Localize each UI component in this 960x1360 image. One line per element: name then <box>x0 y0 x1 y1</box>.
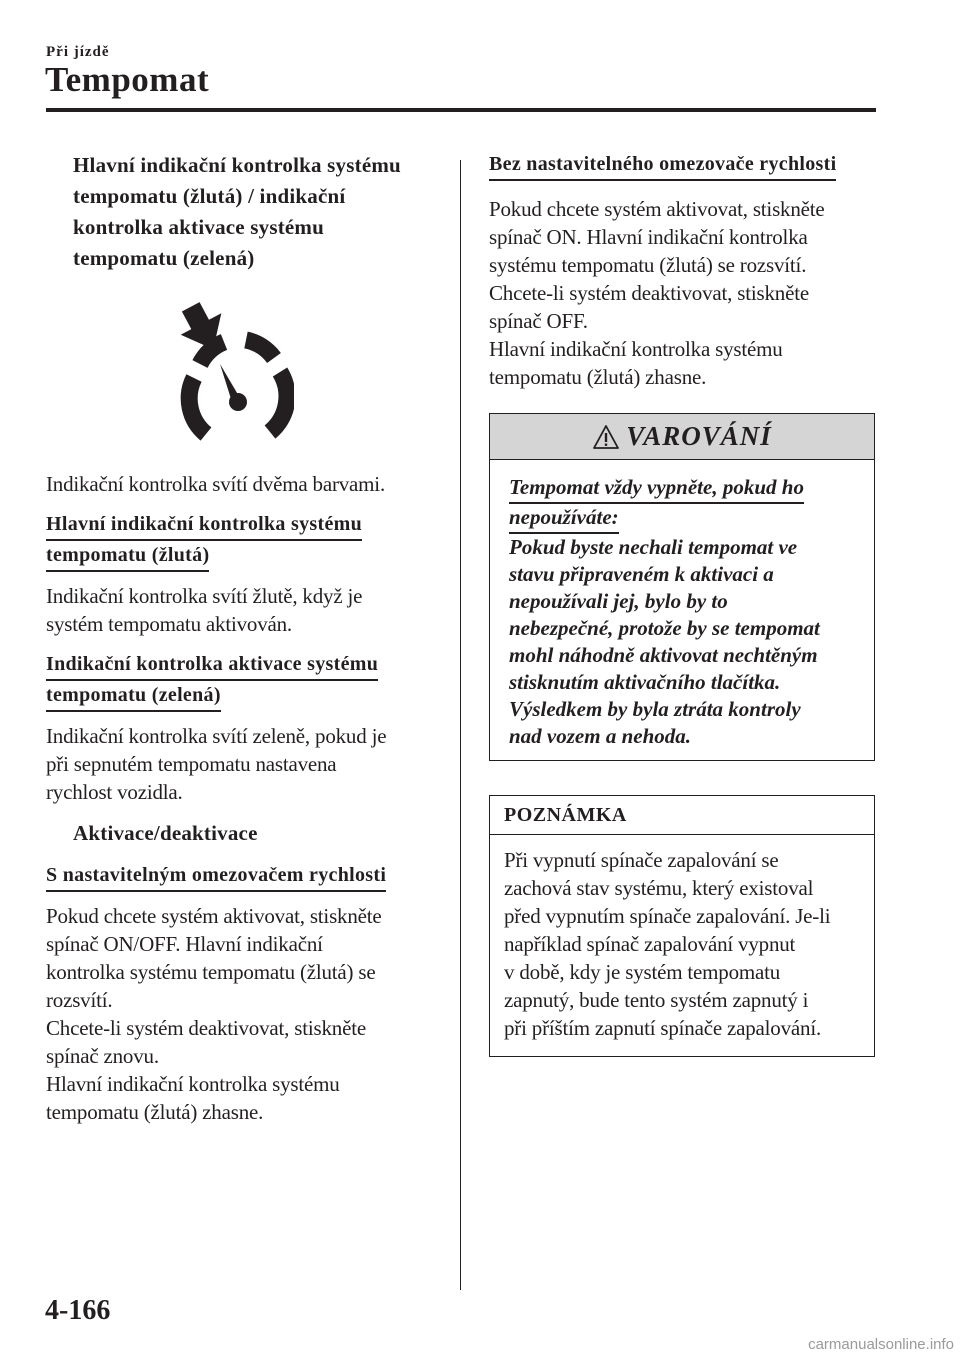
yellow-indicator-heading <box>46 510 426 572</box>
left-column <box>46 150 426 1126</box>
section-label: Při jízdě <box>46 44 110 60</box>
warning-header <box>490 414 874 460</box>
green-indicator-heading <box>46 650 426 712</box>
title-rule <box>46 108 876 112</box>
note-box <box>489 795 875 1057</box>
green-heading-line-2: tempomatu (zelená) <box>46 681 221 712</box>
with-limiter-text: Pokud chcete systém aktivovat, stiskněte spínač ON/OFF. Hlavní indikační kontrolka systému tempomatu (žlutá) se rozsvítí. Chcete-li systém deaktivovat, stiskněte spínač znovu. Hlavní indikační kontrolka systému tempomatu (žlutá) zhasne. <box>46 904 382 1124</box>
yellow-heading-line-1: Hlavní indikační kontrolka systému <box>46 510 362 541</box>
warning-title: VAROVÁNÍ <box>626 421 772 451</box>
watermark: carmanualsonline.info <box>808 1336 954 1353</box>
page-number: 4-166 <box>45 1295 111 1326</box>
warning-box <box>489 413 875 761</box>
icon-container <box>46 302 426 452</box>
yellow-heading-line-2: tempomatu (žlutá) <box>46 541 209 572</box>
without-limiter-text: Pokud chcete systém aktivovat, stiskněte spínač ON. Hlavní indikační kontrolka systému tempomatu (žlutá) se rozsvítí. Chcete-li systém deaktivovat, stiskněte spínač OFF. Hlavní indikační kontrolka systému tempomatu (žlutá) zhasne. <box>489 197 825 389</box>
green-heading-line-1: Indikační kontrolka aktivace systému <box>46 650 378 681</box>
page-title: Tempomat <box>45 60 210 99</box>
without-limiter-heading-line: Bez nastavitelného omezovače rychlosti <box>489 150 836 181</box>
warning-text: Pokud byste nechali tempomat ve stavu připraveném k aktivaci a nepoužívali jej, bylo by to nebezpečné, protože by se tempomat mohl náhodně aktivovat nechtěným stisknutím aktivačního tlačítka. Výsledkem by byla ztráta kontroly nad vozem a nehoda. <box>509 535 820 748</box>
indicator-intro: Indikační kontrolka svítí dvěma barvami. <box>46 472 385 496</box>
yellow-indicator-text: Indikační kontrolka svítí žlutě, když je systém tempomatu aktivován. <box>46 584 363 636</box>
cruise-control-indicator-icon <box>174 302 294 442</box>
warning-lead-line-1: Tempomat vždy vypněte, pokud ho <box>509 474 804 504</box>
indicator-main-heading: Hlavní indikační kontrolka systému tempomatu (žlutá) / indikační kontrolka aktivace systému tempomatu (zelená) <box>73 153 401 270</box>
warning-body <box>490 460 874 760</box>
column-divider <box>460 160 461 1290</box>
note-title: POZNÁMKA <box>490 796 874 835</box>
note-text: Při vypnutí spínače zapalování se zachová stav systému, který existoval před vypnutím spínače zapalování. Je-li například spínač zapalování vypnut v době, kdy je systém tempomatu zapnutý, bude tento systém zapnutý i při příštím zapnutí spínače zapalování. <box>504 848 831 1040</box>
right-column <box>489 150 875 1057</box>
with-limiter-heading-line: S nastavitelným omezovačem rychlosti <box>46 861 386 892</box>
warning-lead-line-2: nepoužíváte: <box>509 504 619 534</box>
warning-triangle-icon <box>592 424 620 450</box>
with-limiter-heading <box>46 861 426 892</box>
without-limiter-heading <box>489 150 875 181</box>
green-indicator-text: Indikační kontrolka svítí zeleně, pokud je při sepnutém tempomatu nastavena rychlost vozidla. <box>46 724 387 804</box>
activation-heading: Aktivace/deaktivace <box>73 821 258 845</box>
